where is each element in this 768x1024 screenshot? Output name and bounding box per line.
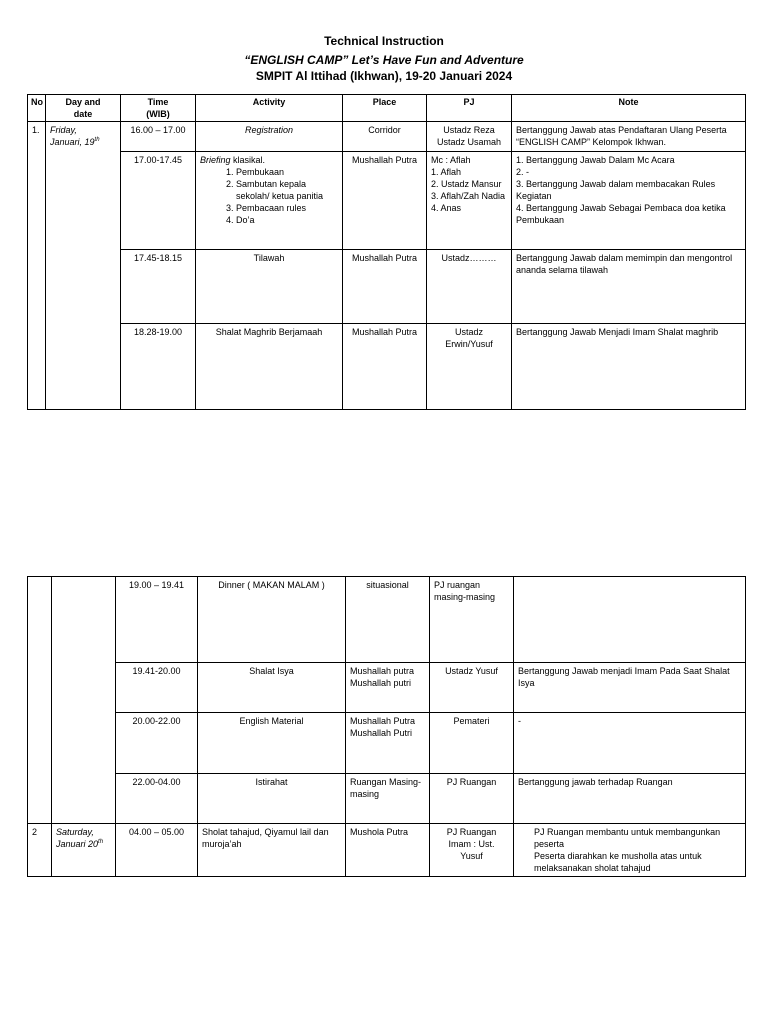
place-cell: Mushallah putra Mushallah putri	[346, 663, 430, 713]
note-cell: 1. Bertanggung Jawab Dalam Mc Acara 2. - 3. Bertanggung Jawab dalam membacakan Rules Kegiatan 4. Bertanggung Jawab Sebagai Pembaca doa ketika Pembukaan	[512, 152, 746, 250]
activity-cell: Istirahat	[198, 774, 346, 824]
table-row	[28, 577, 746, 663]
col-pj: PJ	[427, 95, 512, 122]
note-cell: Bertanggung Jawab dalam memimpin dan mengontrol ananda selama tilawah	[512, 250, 746, 324]
activity-cell: Registration	[196, 122, 343, 152]
list-item: 4. Do’a	[236, 214, 338, 226]
time-cell: 17.45-18.15	[121, 250, 196, 324]
row-no-empty	[28, 577, 52, 824]
activity-cell: Briefing klasikal. 1. Pembukaan 2. Sambutan kepala sekolah/ ketua panitia 3. Pembacaan rules 4. Do’a	[196, 152, 343, 250]
pj-cell: Mc : Aflah 1. Aflah 2. Ustadz Mansur 3. Aflah/Zah Nadia 4. Anas	[427, 152, 512, 250]
pj-cell: Pemateri	[430, 713, 514, 774]
activity-cell: Shalat Isya	[198, 663, 346, 713]
time-cell: 20.00-22.00	[116, 713, 198, 774]
time-cell: 22.00-04.00	[116, 774, 198, 824]
document-title: Technical Instruction	[324, 34, 444, 48]
row-no: 2	[28, 824, 52, 877]
pj-cell: Ustadz Reza Ustadz Usamah	[427, 122, 512, 152]
table-row	[28, 122, 746, 152]
note-cell: Bertanggung Jawab Menjadi Imam Shalat maghrib	[512, 324, 746, 410]
row-no: 1.	[28, 122, 46, 410]
schedule-table-1	[27, 94, 746, 410]
row-day-empty	[52, 577, 116, 824]
table-row	[28, 713, 746, 774]
col-note: Note	[512, 95, 746, 122]
note-cell: -	[514, 713, 746, 774]
time-cell: 18.28-19.00	[121, 324, 196, 410]
place-cell: Mushallah Putra	[343, 324, 427, 410]
time-cell: 17.00-17.45	[121, 152, 196, 250]
activity-cell: English Material	[198, 713, 346, 774]
place-cell: Mushallah Putra Mushallah Putri	[346, 713, 430, 774]
note-cell: PJ Ruangan membantu untuk membangunkan peserta Peserta diarahkan ke musholla atas untuk melaksanakan sholat tahajud	[514, 824, 746, 877]
time-cell: 19.00 – 19.41	[116, 577, 198, 663]
schedule-table-2	[27, 576, 746, 877]
col-activity: Activity	[196, 95, 343, 122]
list-item: 2. Sambutan kepala sekolah/ ketua panitia	[236, 178, 338, 202]
col-place: Place	[343, 95, 427, 122]
col-day: Day and date	[46, 95, 121, 122]
table-row	[28, 663, 746, 713]
pj-cell: Ustadz Yusuf	[430, 663, 514, 713]
place-cell: situasional	[346, 577, 430, 663]
table-row	[28, 324, 746, 410]
pj-cell: PJ Ruangan	[430, 774, 514, 824]
time-cell: 04.00 – 05.00	[116, 824, 198, 877]
school-line: SMPIT Al Ittihad (Ikhwan), 19-20 Januari 2024	[255, 69, 513, 83]
document-subtitle: “ENGLISH CAMP” Let’s Have Fun and Adventure	[244, 53, 524, 67]
activity-cell: Sholat tahajud, Qiyamul lail dan muroja’ah	[198, 824, 346, 877]
note-cell: Bertanggung jawab terhadap Ruangan	[514, 774, 746, 824]
place-cell: Corridor	[343, 122, 427, 152]
col-time: Time (WIB)	[121, 95, 196, 122]
pj-cell: Ustadz Erwin/Yusuf	[427, 324, 512, 410]
activity-cell: Tilawah	[196, 250, 343, 324]
place-cell: Mushallah Putra	[343, 152, 427, 250]
table-row	[28, 152, 746, 250]
note-cell	[514, 577, 746, 663]
list-item: 3. Pembacaan rules	[236, 202, 338, 214]
row-day: Saturday, Januari 20th	[52, 824, 116, 877]
place-cell: Mushola Putra	[346, 824, 430, 877]
pj-cell: Ustadz………	[427, 250, 512, 324]
pj-cell: PJ ruangan masing-masing	[430, 577, 514, 663]
row-day: Friday, Januari, 19th	[46, 122, 121, 410]
header-row	[28, 95, 746, 122]
note-cell: Bertanggung Jawab atas Pendaftaran Ulang Peserta “ENGLISH CAMP” Kelompok Ikhwan.	[512, 122, 746, 152]
list-item: 1. Pembukaan	[236, 166, 338, 178]
table-row	[28, 824, 746, 877]
place-cell: Mushallah Putra	[343, 250, 427, 324]
table-row	[28, 774, 746, 824]
place-cell: Ruangan Masing-masing	[346, 774, 430, 824]
activity-cell: Dinner ( MAKAN MALAM )	[198, 577, 346, 663]
activity-cell: Shalat Maghrib Berjamaah	[196, 324, 343, 410]
briefing-list	[200, 166, 338, 226]
time-cell: 16.00 – 17.00	[121, 122, 196, 152]
pj-cell: PJ Ruangan Imam : Ust. Yusuf	[430, 824, 514, 877]
note-cell: Bertanggung Jawab menjadi Imam Pada Saat Shalat Isya	[514, 663, 746, 713]
col-no: No	[28, 95, 46, 122]
time-cell: 19.41-20.00	[116, 663, 198, 713]
table-row	[28, 250, 746, 324]
